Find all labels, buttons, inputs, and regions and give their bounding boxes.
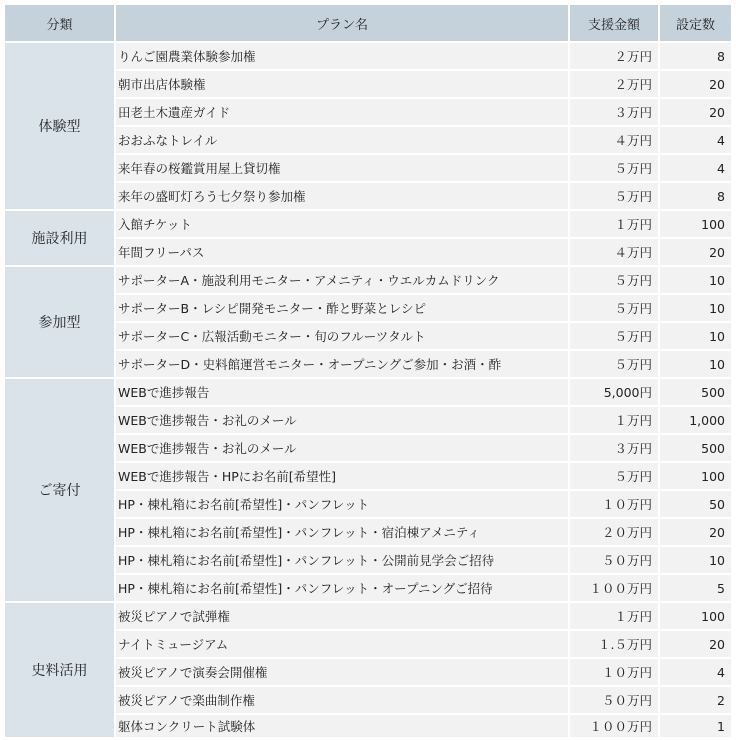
table-row [5, 378, 731, 406]
count-cell: 10 [659, 546, 731, 574]
plan-name-cell: WEBで進捗報告 [115, 378, 569, 406]
count-cell: 4 [659, 154, 731, 182]
plan-name-cell: HP・棟札箱にお名前[希望性]・パンフレット・公開前見学会ご招待 [115, 546, 569, 574]
header-category: 分類 [5, 5, 115, 42]
plan-name-cell: WEBで進捗報告・お礼のメール [115, 434, 569, 462]
category-cell: 体験型 [5, 42, 115, 210]
count-cell: 10 [659, 294, 731, 322]
plan-name-cell: ナイトミュージアム [115, 630, 569, 658]
plan-name-cell: サポーターA・施設利用モニター・アメニティ・ウエルカムドリンク [115, 266, 569, 294]
amount-cell: ２万円 [569, 70, 659, 98]
amount-cell: ５万円 [569, 350, 659, 378]
plan-name-cell: HP・棟札箱にお名前[希望性]・パンフレット・オープニングご招待 [115, 574, 569, 602]
plan-name-cell: WEBで進捗報告・お礼のメール [115, 406, 569, 434]
plan-name-cell: 入館チケット [115, 210, 569, 238]
amount-cell: １０万円 [569, 490, 659, 518]
plan-name-cell: 田老土木遺産ガイド [115, 98, 569, 126]
amount-cell: ５万円 [569, 154, 659, 182]
count-cell: 8 [659, 42, 731, 70]
plan-name-cell: WEBで進捗報告・HPにお名前[希望性] [115, 462, 569, 490]
header-row [5, 5, 731, 42]
count-cell: 50 [659, 490, 731, 518]
table-row [5, 42, 731, 70]
plan-name-cell: りんご園農業体験参加権 [115, 42, 569, 70]
amount-cell: ３万円 [569, 98, 659, 126]
count-cell: 10 [659, 322, 731, 350]
category-cell: 史料活用 [5, 602, 115, 737]
amount-cell: ５０万円 [569, 686, 659, 714]
amount-cell: ２０万円 [569, 518, 659, 546]
amount-cell: ５万円 [569, 294, 659, 322]
amount-cell: １００万円 [569, 574, 659, 602]
category-cell: 参加型 [5, 266, 115, 378]
amount-cell: ２万円 [569, 42, 659, 70]
header-amount: 支援金額 [569, 5, 659, 42]
count-cell: 20 [659, 98, 731, 126]
plan-name-cell: 被災ピアノで試弾権 [115, 602, 569, 630]
count-cell: 1,000 [659, 406, 731, 434]
count-cell: 8 [659, 182, 731, 210]
amount-cell: １.５万円 [569, 630, 659, 658]
amount-cell: ５万円 [569, 462, 659, 490]
plan-name-cell: おおふなトレイル [115, 126, 569, 154]
count-cell: 20 [659, 518, 731, 546]
category-cell: 施設利用 [5, 210, 115, 266]
plan-name-cell: HP・棟札箱にお名前[希望性]・パンフレット・宿泊棟アメニティ [115, 518, 569, 546]
count-cell: 100 [659, 462, 731, 490]
amount-cell: 5,000円 [569, 378, 659, 406]
table-row [5, 210, 731, 238]
amount-cell: ５０万円 [569, 546, 659, 574]
plan-table-container [5, 5, 731, 737]
category-cell: ご寄付 [5, 378, 115, 602]
count-cell: 1 [659, 714, 731, 737]
amount-cell: １万円 [569, 406, 659, 434]
plan-name-cell: 被災ピアノで演奏会開催権 [115, 658, 569, 686]
plan-name-cell: 被災ピアノで楽曲制作権 [115, 686, 569, 714]
count-cell: 20 [659, 70, 731, 98]
header-plan: プラン名 [115, 5, 569, 42]
plan-name-cell: HP・棟札箱にお名前[希望性]・パンフレット [115, 490, 569, 518]
count-cell: 2 [659, 686, 731, 714]
table-row [5, 266, 731, 294]
plan-name-cell: サポーターD・史料館運営モニター・オープニングご参加・お酒・酢 [115, 350, 569, 378]
plan-name-cell: 来年の盛町灯ろう七夕祭り参加権 [115, 182, 569, 210]
count-cell: 4 [659, 658, 731, 686]
amount-cell: ４万円 [569, 238, 659, 266]
count-cell: 500 [659, 378, 731, 406]
count-cell: 100 [659, 602, 731, 630]
amount-cell: １００万円 [569, 714, 659, 737]
amount-cell: １０万円 [569, 658, 659, 686]
amount-cell: ５万円 [569, 182, 659, 210]
plan-name-cell: サポーターC・広報活動モニター・旬のフルーツタルト [115, 322, 569, 350]
count-cell: 500 [659, 434, 731, 462]
amount-cell: ３万円 [569, 434, 659, 462]
count-cell: 100 [659, 210, 731, 238]
count-cell: 10 [659, 350, 731, 378]
plan-name-cell: 来年春の桜鑑賞用屋上貸切権 [115, 154, 569, 182]
count-cell: 5 [659, 574, 731, 602]
amount-cell: ４万円 [569, 126, 659, 154]
count-cell: 10 [659, 266, 731, 294]
count-cell: 4 [659, 126, 731, 154]
header-count: 設定数 [659, 5, 731, 42]
support-plan-table [5, 5, 731, 737]
plan-name-cell: サポーターB・レシピ開発モニター・酢と野菜とレシピ [115, 294, 569, 322]
plan-name-cell: 躯体コンクリート試験体 [115, 714, 569, 737]
count-cell: 20 [659, 630, 731, 658]
plan-name-cell: 朝市出店体験権 [115, 70, 569, 98]
amount-cell: １万円 [569, 602, 659, 630]
plan-name-cell: 年間フリーパス [115, 238, 569, 266]
table-body [5, 42, 731, 737]
table-row [5, 602, 731, 630]
amount-cell: １万円 [569, 210, 659, 238]
count-cell: 20 [659, 238, 731, 266]
amount-cell: ５万円 [569, 322, 659, 350]
amount-cell: ５万円 [569, 266, 659, 294]
